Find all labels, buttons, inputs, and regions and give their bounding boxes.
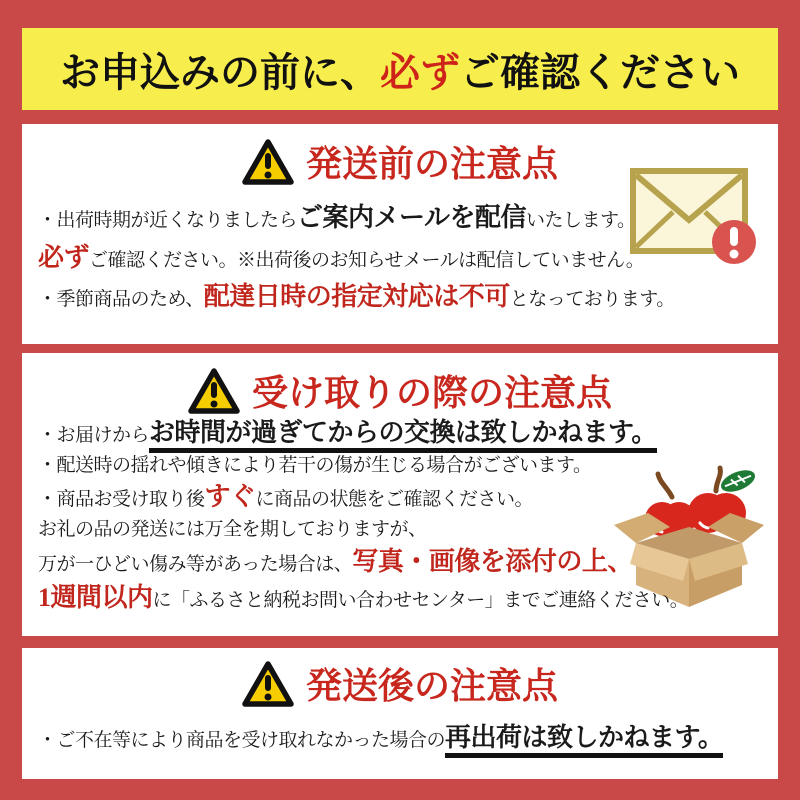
warning-triangle-icon xyxy=(242,660,294,708)
text-segment: お礼の品の発送には万全を期しておりますが、 xyxy=(38,518,427,540)
notice-text xyxy=(38,722,770,762)
panel-heading xyxy=(22,365,778,416)
text-segment: に商品の状態をご確認ください。 xyxy=(255,489,534,511)
panel-after-shipping xyxy=(22,648,778,779)
text-segment: に「ふるさと納税お問い合わせセンター」までご連絡ください。 xyxy=(152,590,689,611)
notice-line xyxy=(38,518,770,542)
text-segment: いたします。 xyxy=(526,210,636,231)
notice-line xyxy=(38,281,770,314)
text-segment: お申込みの前に、 xyxy=(60,50,380,95)
text-segment: すぐ xyxy=(204,482,256,512)
text-segment: 配達日時の指定対応は不可 xyxy=(203,282,510,311)
panel-on-receipt xyxy=(22,353,778,636)
text-segment: となっております。 xyxy=(509,289,675,310)
panel-title: 受け取りの際の注意点 xyxy=(251,372,612,413)
text-segment: ・出荷時期が近くなりましたら xyxy=(38,210,298,231)
notice-text xyxy=(38,417,770,619)
text-segment: ・季節商品のため、 xyxy=(38,289,204,310)
text-segment: 写真・画像を添付の上、 xyxy=(352,546,633,576)
notice-line xyxy=(38,417,770,450)
text-segment: ご案内メールを配信 xyxy=(297,203,526,232)
text-segment: ・お届けから xyxy=(38,425,150,446)
panel-title: 発送前の注意点 xyxy=(305,143,558,184)
notice-line xyxy=(38,546,770,579)
panel-heading xyxy=(22,658,778,709)
text-segment: 再出荷は致しかねます。 xyxy=(445,723,723,758)
notice-line xyxy=(38,722,770,755)
panel-before-shipping xyxy=(22,124,778,344)
panel-title: 発送後の注意点 xyxy=(305,665,558,706)
banner xyxy=(22,28,778,110)
text-segment: ・配送時の揺れや傾きにより若干の傷が生じる場合がございます。 xyxy=(38,454,592,476)
text-segment: 万が一ひどい傷み等があった場合は、 xyxy=(38,553,353,575)
text-segment: お時間が過ぎてからの交換は致しかねます。 xyxy=(149,418,657,453)
warning-triangle-icon xyxy=(188,367,240,415)
text-segment: ご確認ください。※出荷後のお知らせメールは配信していません。 xyxy=(89,249,645,271)
text-segment: 必ず xyxy=(380,50,460,95)
text-segment: ご確認ください xyxy=(460,50,740,95)
notice-line xyxy=(38,582,770,615)
notice-line xyxy=(38,202,770,235)
text-segment: ・ご不在等により商品を受け取れなかった場合の xyxy=(38,730,446,751)
notice-text xyxy=(38,202,770,321)
text-segment: 1週間以内 xyxy=(38,583,153,612)
text-segment: ・商品お受け取り後 xyxy=(38,489,205,511)
notice-line xyxy=(38,242,770,275)
text-segment: 必ず xyxy=(38,242,90,272)
notice-line xyxy=(38,481,770,514)
notice-line xyxy=(38,454,770,478)
warning-triangle-icon xyxy=(242,138,294,186)
